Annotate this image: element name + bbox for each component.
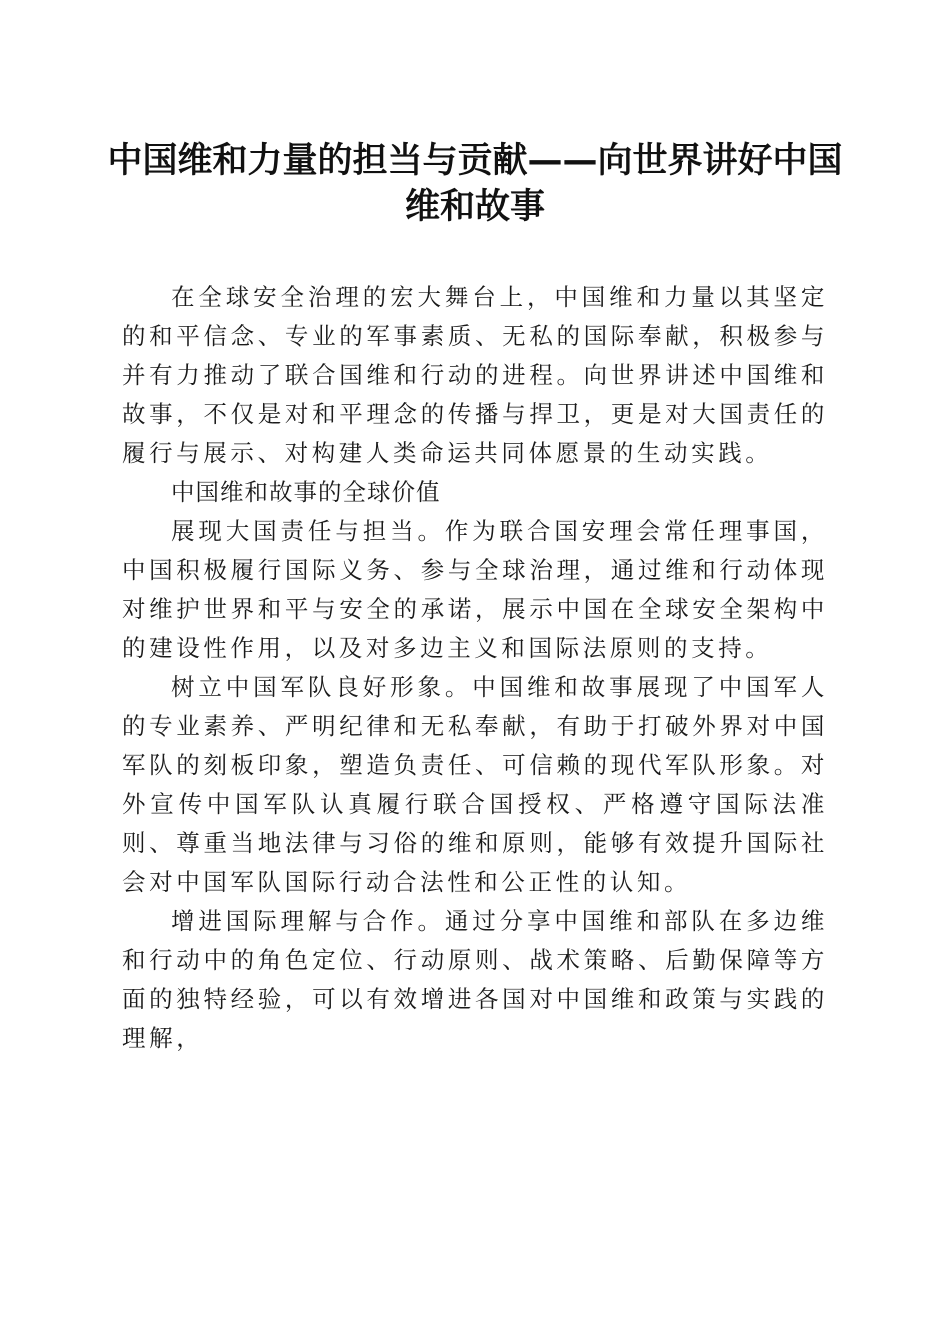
- section-heading: 中国维和故事的全球价值: [171, 478, 441, 506]
- document-body: [122, 278, 828, 1058]
- intro-paragraph: 在全球安全治理的宏大舞台上，中国维和力量以其坚定的和平信念、专业的军事素质、无私的国际奉献，积极参与并有力推动了联合国维和行动的进程。向世界讲述中国维和故事，不仅是对和平理念的传播与捍卫，更是对大国责任的履行与展示、对构建人类命运共同体愿景的生动实践。: [122, 283, 828, 467]
- paragraph-responsibility: 展现大国责任与担当。作为联合国安理会常任理事国，中国积极履行国际义务、参与全球治理，通过维和行动体现对维护世界和平与安全的承诺，展示中国在全球安全架构中的建设性作用，以及对多边主义和国际法原则的支持。: [122, 517, 828, 662]
- paragraph-military-image: 树立中国军队良好形象。中国维和故事展现了中国军人的专业素养、严明纪律和无私奉献，有助于打破外界对中国军队的刻板印象，塑造负责任、可信赖的现代军队形象。对外宣传中国军队认真履行联合国授权、严格遵守国际法准则、尊重当地法律与习俗的维和原则，能够有效提升国际社会对中国军队国际行动合法性和公正性的认知。: [122, 673, 828, 896]
- document-title: 中国维和力量的担当与贡献——向世界讲好中国维和故事: [107, 141, 843, 227]
- paragraph-cooperation: 增进国际理解与合作。通过分享中国维和部队在多边维和行动中的角色定位、行动原则、战术策略、后勤保障等方面的独特经验，可以有效增进各国对中国维和政策与实践的理解，: [122, 907, 828, 1052]
